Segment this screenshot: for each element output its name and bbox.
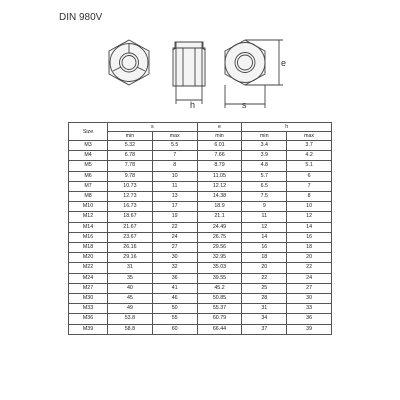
cell-e-min: 29.56 <box>197 243 242 253</box>
cell-s-max: 8 <box>152 161 197 171</box>
cell-s-max: 55 <box>152 314 197 324</box>
cell-s-max: 30 <box>152 253 197 263</box>
cell-size: M16 <box>69 232 108 242</box>
table-group-header-row <box>69 123 332 132</box>
cell-e-min: 50.85 <box>197 294 242 304</box>
cell-s-max: 50 <box>152 304 197 314</box>
cell-size: M39 <box>69 324 108 334</box>
table-row <box>69 294 332 304</box>
cell-size: M6 <box>69 171 108 181</box>
dimension-table <box>68 122 332 335</box>
cell-e-min: 32.95 <box>197 253 242 263</box>
cell-h-min: 4.8 <box>242 161 287 171</box>
table-row <box>69 141 332 151</box>
side-view-icon <box>173 42 205 104</box>
cell-s-min: 5.32 <box>108 141 153 151</box>
cell-h-max: 8 <box>287 192 332 202</box>
cell-size: M24 <box>69 273 108 283</box>
table-row <box>69 324 332 334</box>
cell-e-min: 14.38 <box>197 192 242 202</box>
cell-size: M36 <box>69 314 108 324</box>
cell-s-max: 7 <box>152 151 197 161</box>
cell-size: M14 <box>69 222 108 232</box>
cell-e-min: 11.05 <box>197 171 242 181</box>
subheader-s-max: max <box>152 132 197 141</box>
cell-h-max: 27 <box>287 283 332 293</box>
cell-h-max: 24 <box>287 273 332 283</box>
cell-size: M10 <box>69 202 108 212</box>
cell-s-min: 58.8 <box>108 324 153 334</box>
cell-h-max: 6 <box>287 171 332 181</box>
cell-s-min: 7.78 <box>108 161 153 171</box>
cell-e-min: 39.55 <box>197 273 242 283</box>
cell-size: M4 <box>69 151 108 161</box>
cell-h-min: 31 <box>242 304 287 314</box>
cell-s-min: 10.73 <box>108 181 153 191</box>
cell-s-max: 32 <box>152 263 197 273</box>
cell-e-min: 12.12 <box>197 181 242 191</box>
cell-e-min: 66.44 <box>197 324 242 334</box>
top-view-icon <box>109 40 149 85</box>
dim-label-h: h <box>190 100 196 110</box>
table-subheader-row <box>69 132 332 141</box>
cell-s-min: 21.67 <box>108 222 153 232</box>
cell-s-max: 19 <box>152 212 197 222</box>
cell-h-max: 12 <box>287 212 332 222</box>
cell-s-min: 40 <box>108 283 153 293</box>
table-row <box>69 243 332 253</box>
cell-s-max: 10 <box>152 171 197 181</box>
cell-size: M5 <box>69 161 108 171</box>
cell-h-max: 3.7 <box>287 141 332 151</box>
table-row <box>69 283 332 293</box>
cell-h-max: 20 <box>287 253 332 263</box>
cell-h-max: 16 <box>287 232 332 242</box>
cell-h-min: 22 <box>242 273 287 283</box>
cell-size: M22 <box>69 263 108 273</box>
cell-size: M3 <box>69 141 108 151</box>
dim-label-s: s <box>242 100 247 110</box>
cell-s-min: 29.16 <box>108 253 153 263</box>
table-row <box>69 304 332 314</box>
cell-e-min: 60.79 <box>197 314 242 324</box>
cell-e-min: 55.37 <box>197 304 242 314</box>
cell-s-min: 23.67 <box>108 232 153 242</box>
cell-s-min: 18.67 <box>108 212 153 222</box>
cell-h-min: 20 <box>242 263 287 273</box>
group-header-h: h <box>242 123 332 132</box>
cell-s-max: 5.5 <box>152 141 197 151</box>
subheader-h-max: max <box>287 132 332 141</box>
cell-s-min: 9.78 <box>108 171 153 181</box>
cell-h-max: 14 <box>287 222 332 232</box>
cell-h-max: 4.2 <box>287 151 332 161</box>
cell-size: M8 <box>69 192 108 202</box>
cell-s-max: 17 <box>152 202 197 212</box>
cell-e-min: 8.79 <box>197 161 242 171</box>
cell-s-min: 16.73 <box>108 202 153 212</box>
group-header-e: e <box>197 123 242 132</box>
cell-s-min: 35 <box>108 273 153 283</box>
cell-size: M27 <box>69 283 108 293</box>
cell-s-min: 12.73 <box>108 192 153 202</box>
cell-h-max: 33 <box>287 304 332 314</box>
subheader-e-min: min <box>197 132 242 141</box>
cell-s-min: 45 <box>108 294 153 304</box>
cell-h-max: 5.1 <box>287 161 332 171</box>
front-view-icon <box>225 40 283 108</box>
subheader-h-min: min <box>242 132 287 141</box>
cell-h-min: 5.7 <box>242 171 287 181</box>
cell-h-min: 28 <box>242 294 287 304</box>
cell-h-min: 9 <box>242 202 287 212</box>
cell-h-min: 3.4 <box>242 141 287 151</box>
table-row <box>69 273 332 283</box>
cell-h-max: 7 <box>287 181 332 191</box>
cell-h-min: 3.9 <box>242 151 287 161</box>
cell-s-max: 27 <box>152 243 197 253</box>
table-row <box>69 253 332 263</box>
cell-s-min: 49 <box>108 304 153 314</box>
cell-size: M20 <box>69 253 108 263</box>
cell-h-min: 34 <box>242 314 287 324</box>
group-header-s: s <box>108 123 198 132</box>
table-row <box>69 222 332 232</box>
cell-s-min: 31 <box>108 263 153 273</box>
cell-s-max: 41 <box>152 283 197 293</box>
table-row <box>69 151 332 161</box>
cell-h-min: 25 <box>242 283 287 293</box>
page-title: DIN 980V <box>59 12 103 23</box>
cell-size: M7 <box>69 181 108 191</box>
cell-h-min: 16 <box>242 243 287 253</box>
cell-size: M12 <box>69 212 108 222</box>
cell-e-min: 6.01 <box>197 141 242 151</box>
cell-e-min: 45.2 <box>197 283 242 293</box>
cell-h-min: 18 <box>242 253 287 263</box>
table-row <box>69 314 332 324</box>
cell-e-min: 18.9 <box>197 202 242 212</box>
cell-size: M18 <box>69 243 108 253</box>
cell-e-min: 21.1 <box>197 212 242 222</box>
table-row <box>69 232 332 242</box>
cell-e-min: 24.49 <box>197 222 242 232</box>
cell-s-max: 60 <box>152 324 197 334</box>
cell-h-max: 18 <box>287 243 332 253</box>
cell-size: M33 <box>69 304 108 314</box>
cell-h-max: 36 <box>287 314 332 324</box>
cell-h-min: 37 <box>242 324 287 334</box>
cell-e-min: 7.66 <box>197 151 242 161</box>
cell-s-min: 53.8 <box>108 314 153 324</box>
cell-e-min: 26.75 <box>197 232 242 242</box>
table-row <box>69 161 332 171</box>
cell-size: M30 <box>69 294 108 304</box>
cell-s-max: 11 <box>152 181 197 191</box>
table-row <box>69 263 332 273</box>
cell-s-max: 36 <box>152 273 197 283</box>
dim-label-e: e <box>281 58 287 68</box>
subheader-s-min: min <box>108 132 153 141</box>
cell-s-max: 22 <box>152 222 197 232</box>
cell-s-max: 13 <box>152 192 197 202</box>
cell-h-max: 30 <box>287 294 332 304</box>
table-row <box>69 202 332 212</box>
cell-h-min: 6.5 <box>242 181 287 191</box>
cell-h-min: 14 <box>242 232 287 242</box>
nut-technical-drawing <box>95 30 305 110</box>
cell-h-max: 39 <box>287 324 332 334</box>
table-row <box>69 212 332 222</box>
cell-s-max: 46 <box>152 294 197 304</box>
size-column-header: Size <box>69 123 108 141</box>
cell-e-min: 35.03 <box>197 263 242 273</box>
cell-s-max: 24 <box>152 232 197 242</box>
table-row <box>69 181 332 191</box>
cell-h-max: 10 <box>287 202 332 212</box>
cell-s-min: 6.78 <box>108 151 153 161</box>
table-row <box>69 192 332 202</box>
cell-s-min: 26.16 <box>108 243 153 253</box>
cell-h-min: 11 <box>242 212 287 222</box>
cell-h-max: 22 <box>287 263 332 273</box>
cell-h-min: 12 <box>242 222 287 232</box>
cell-h-min: 7.5 <box>242 192 287 202</box>
table-row <box>69 171 332 181</box>
